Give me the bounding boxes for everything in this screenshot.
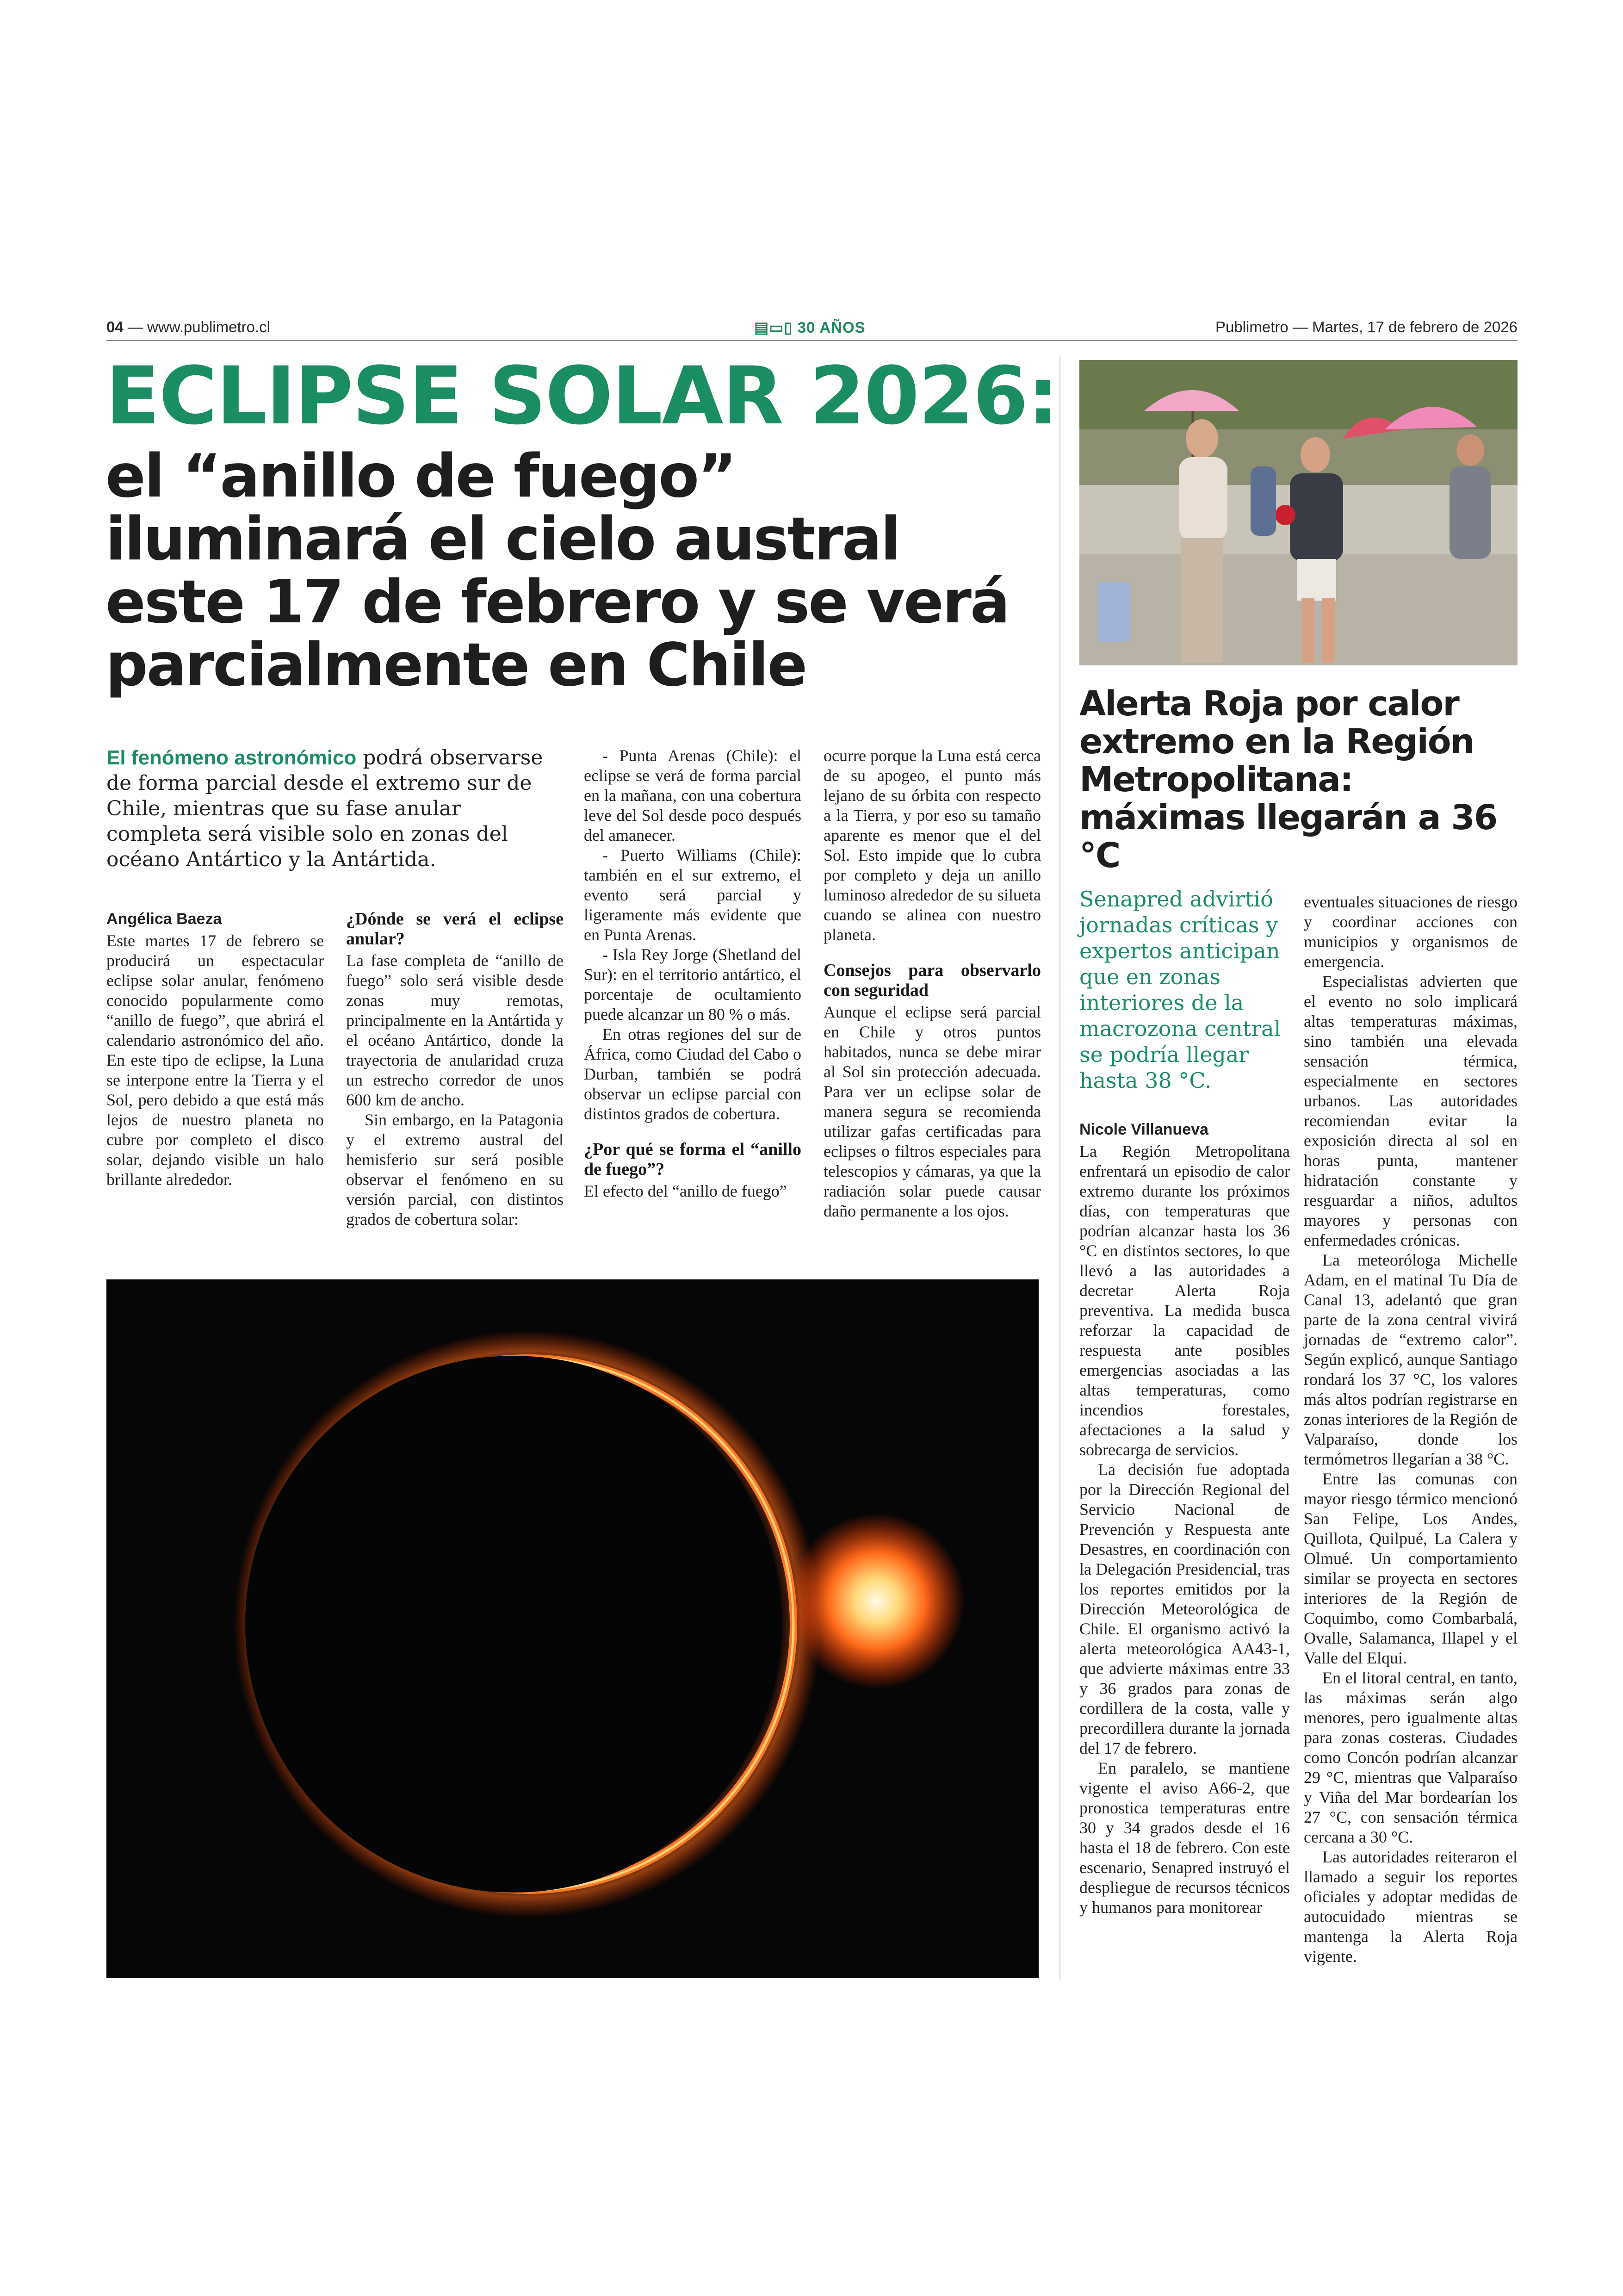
main-column-1 [106, 909, 324, 1190]
side-paragraph: La meteoróloga Michelle Adam, en el matinal Tu Día de Canal 13, adelantó que gran parte de la zona central vivirá jornadas de “extremo calor”. Según explicó, aunque Santiago rondará los 37 °C, los valores más altos podrían registrarse en zonas interiores de la Región de Valparaíso, donde los termómetros llegarían a 38 °C. [1304, 1251, 1518, 1468]
anniversary-logo [754, 318, 866, 336]
side-paragraph: La Región Metropolitana enfrentará un episodio de calor extremo durante los próximos días, con temperaturas que podrían alcanzar hasta los 36 °C en distintos sectores, lo que llevó a las autoridades a decretar Alerta Roja preventiva. La medida busca reforzar la capacidad de respuesta ante posibles emergencias asociadas a las altas temperaturas, como incendios forestales, afectaciones a la salud y sobrecarga de servicios. [1079, 1142, 1290, 1459]
main-paragraph: Sin embargo, en la Patagonia y el extremo austral del hemisferio sur será posible observar el fenómeno en su versión parcial, con distintos grados de cobertura solar: [346, 1111, 564, 1229]
heat-street-photo [1079, 360, 1518, 665]
main-paragraph: - Puerto Williams (Chile): también en el sur extremo, el evento será parcial y ligeramente más evidente que en Punta Arenas. [584, 846, 801, 944]
main-column-3 [584, 746, 801, 1201]
main-paragraph: Aunque el eclipse será parcial en Chile y otros puntos habitados, nunca se debe mirar al Sol sin protección adecuada. Para ver un eclipse solar de manera segura se recomienda utilizar gafas certificadas para eclipses o filtros especiales para telescopios y cámaras, ya que la radiación solar puede causar daño permanente a los ojos. [824, 1003, 1041, 1220]
main-column-2 [346, 909, 564, 1229]
side-paragraph: eventuales situaciones de riesgo y coordinar acciones con municipios y organismos de emergencia. [1304, 893, 1518, 971]
eclipse-photo [106, 1279, 1039, 1978]
main-column-4 [824, 746, 1041, 1221]
folio-page-info [106, 318, 270, 336]
subheading-safety: Consejos para observarlo con seguridad [824, 961, 1041, 1000]
side-paragraph: Las autoridades reiteraron el llamado a seguir los reportes oficiales y adoptar medidas de autocuidado mientras se mantenga la Alerta Roja vigente. [1304, 1848, 1518, 1966]
crowd-with-umbrellas-illustration [1079, 360, 1518, 665]
main-paragraph: ocurre porque la Luna está cerca de su apogeo, el punto más lejano de su órbita con respecto a la Tierra, y por eso su tamaño aparente es menor que el del Sol. Esto impide que lo cubra por completo y deja un anillo luminoso alrededor de su silueta cuando se alinea con nuestro planeta. [824, 746, 1041, 944]
main-paragraph: El efecto del “anillo de fuego” [584, 1182, 787, 1200]
side-paragraph: Especialistas advierten que el evento no solo implicará altas temperaturas máximas, sino también una elevada sensación térmica, especialmente en sectores urbanos. Las autoridades recomiendan evitar la exposición directa al sol en horas punta, mantener hidratación constante y resguardar a niños, adultos mayores y personas con enfermedades crónicas. [1304, 972, 1518, 1249]
subheading-where: ¿Dónde se verá el eclipse anular? [346, 909, 564, 949]
main-paragraph: - Isla Rey Jorge (Shetland del Sur): en el territorio antártico, el porcentaje de ocultamiento puede alcanzar un 80 % o más. [584, 945, 801, 1024]
main-paragraph: La fase completa de “anillo de fuego” solo será visible desde zonas muy remotas, principalmente en la Antártida y el océano Antártico, donde la trayectoria de anularidad cruza un estrecho corredor de unos 600 km de ancho. [346, 951, 564, 1109]
main-lead-bold: El fenómeno astronómico [106, 746, 357, 769]
subheading-why: ¿Por qué se forma el “anillo de fuego”? [584, 1140, 801, 1179]
main-paragraph: - Punta Arenas (Chile): el eclipse se verá de forma parcial en la mañana, con una cobertura leve del Sol desde poco después del amanecer. [584, 746, 801, 844]
eclipse-ring-illustration [106, 1279, 1039, 1978]
side-paragraph: Entre las comunas con mayor riesgo térmico mencionó San Felipe, Los Andes, Quillota, Quilpué, La Calera y Olmué. Un comportamiento similar se proyecta en sectores interiores de la Región de Coquimbo, como Combarbalá, Ovalle, Salamanca, Illapel y el Valle del Elqui. [1304, 1470, 1518, 1667]
main-headline: el “anillo de fuego” iluminará el cielo austral este 17 de febrero y se verá parcialmente en Chile [105, 442, 1009, 700]
side-column-2 [1304, 892, 1518, 1967]
side-lead: Senapred advirtió jornadas críticas y expertos anticipan que en zonas interiores de la macrozona central se podría llegar hasta 38 °C. [1079, 887, 1281, 1093]
column-divider [1059, 356, 1060, 1980]
dateline: Publimetro — Martes, 17 de febrero de 2026 [1215, 318, 1518, 335]
main-paragraph: En otras regiones del sur de África, como Ciudad del Cabo o Durban, también se podrá observar un eclipse parcial con distintos grados de cobertura. [584, 1025, 801, 1123]
page-number: 04 [106, 318, 124, 335]
side-author: Nicole Villanueva [1079, 1121, 1209, 1138]
main-headline-kicker: ECLIPSE SOLAR 2026: [105, 349, 1059, 442]
newspaper-icon: ▤▭▯ [754, 319, 798, 336]
main-lead-text: podrá observarse de forma parcial desde el extremo sur de Chile, mientras que su fase anular completa será visible solo en zonas del océano Antártico y la Antártida. [106, 746, 543, 871]
site-url: — www.publimetro.cl [127, 318, 270, 335]
anniversary-text: 30 AÑOS [797, 319, 866, 336]
main-paragraph: Este martes 17 de febrero se producirá un espectacular eclipse solar anular, fenómeno conocido popularmente como “anillo de fuego”, que abrirá el calendario astronómico del año. En este tipo de eclipse, la Luna se interpone entre la Tierra y el Sol, pero debido a que está más lejos de nuestro planeta no cubre por completo el disco solar, dejando visible un halo brillante alrededor. [106, 931, 324, 1189]
header-rule [106, 340, 1518, 341]
side-headline: Alerta Roja por calor extremo en la Región Metropolitana: máximas llegarán a 36 °C [1079, 684, 1497, 875]
side-column-1 [1079, 1120, 1290, 1917]
side-paragraph: En el litoral central, en tanto, las máximas serán algo menores, pero igualmente altas para zonas costeras. Ciudades como Concón podrían alcanzar 29 °C, mientras que Valparaíso y Viña del Mar bordearían los 27 °C, con sensación térmica cercana a 30 °C. [1304, 1669, 1518, 1846]
main-lead [106, 745, 560, 872]
side-paragraph: La decisión fue adoptada por la Dirección Regional del Servicio Nacional de Prevención y Respuesta ante Desastres, en coordinación con la Delegación Presidencial, tras los reportes emitidos por la Dirección Meteorológica de Chile. El organismo activó la alerta meteorológica AA43-1, que advierte máximas entre 33 y 36 grados para zonas de cordillera de la costa, valle y precordillera durante la jornada del 17 de febrero. [1079, 1460, 1290, 1757]
main-author: Angélica Baeza [106, 910, 222, 928]
side-paragraph: En paralelo, se mantiene vigente el aviso A66-2, que pronostica temperaturas entre 30 y 34 grados desde el 16 hasta el 18 de febrero. Con este escenario, Senapred instruyó el despliegue de recursos técnicos y humanos para monitorear [1079, 1759, 1290, 1917]
